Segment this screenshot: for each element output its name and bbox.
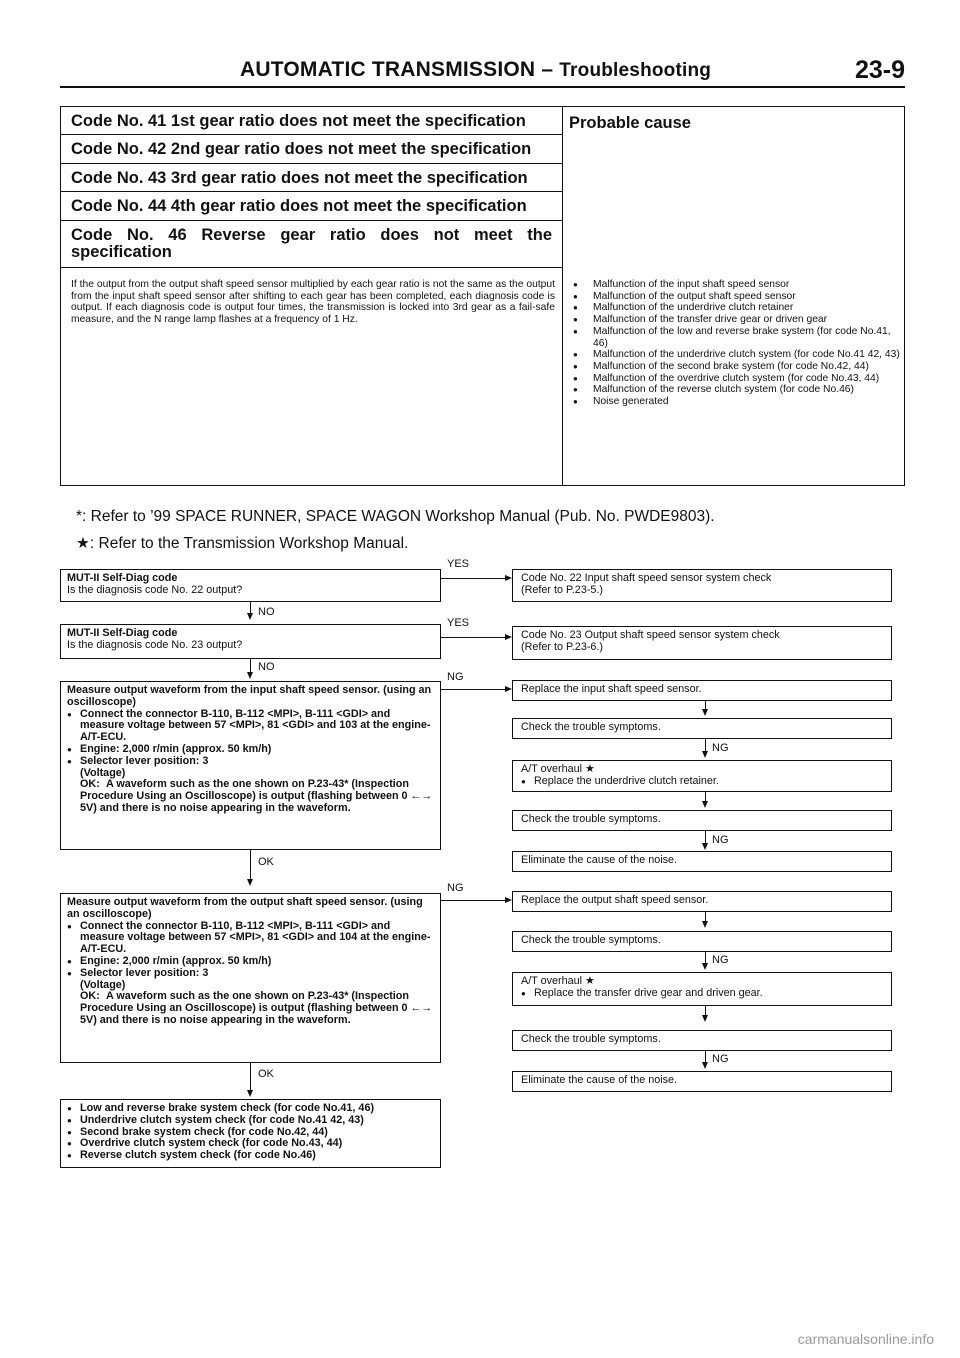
list-item: ● Reverse clutch system check (for code No.46): [67, 1150, 436, 1162]
yes-connector: [441, 637, 505, 638]
probable-cause-list: [571, 279, 901, 408]
step4-title: Measure output waveform from the output shaft speed sensor. (using an oscilloscope): [67, 896, 423, 920]
page-number: 23-9: [854, 56, 905, 84]
arrow-right-icon: [505, 634, 512, 640]
step2-box: [60, 624, 441, 659]
step3-bullets: [67, 709, 436, 768]
list-item: ● Second brake system check (for code No.42, 44): [67, 1127, 436, 1139]
list-item: ● Replace the transfer drive gear and driven gear.: [521, 988, 887, 1000]
arrow-right-icon: [505, 686, 512, 692]
list-item: ● Malfunction of the input shaft speed sensor: [571, 279, 901, 291]
ok-connector: [250, 1063, 251, 1091]
step1-box: [60, 569, 441, 602]
list-item: ● Connect the connector B-110, B-112 <MPI>, B-111 <GDI> and measure voltage between 57 <MPI>, 81 <GDI> and 103 at the engine-A/T-ECU.: [67, 709, 436, 744]
arrow-down-icon: [702, 1015, 708, 1022]
check-symptoms-box: Check the trouble symptoms.: [512, 718, 892, 739]
ok-label: OK: [258, 856, 274, 868]
final-check-box: [60, 1099, 441, 1168]
arrow-down-icon: [247, 1090, 253, 1097]
arrow-down-icon: [702, 709, 708, 716]
ok-label: OK: [258, 1068, 274, 1080]
list-item: ● Malfunction of the overdrive clutch system (for code No.43, 44): [571, 373, 901, 385]
step2-yes-line1: Code No. 23 Output shaft speed sensor system check: [521, 629, 780, 641]
step1-question: Is the diagnosis code No. 22 output?: [67, 583, 243, 596]
ng-label: NG: [447, 671, 464, 683]
list-item: ● Malfunction of the underdrive clutch system (for code No.41 42, 43): [571, 349, 901, 361]
list-item: ● Malfunction of the second brake system (for code No.42, 44): [571, 361, 901, 373]
list-item: ● Selector lever position: 3: [67, 968, 436, 980]
step4-box: [60, 893, 441, 1063]
arrow-down-icon: [247, 879, 253, 886]
list-item: ● Replace the underdrive clutch retainer.: [521, 776, 887, 788]
subsection-name: Troubleshooting: [559, 60, 712, 81]
no-label: NO: [258, 606, 275, 618]
yes-label: YES: [447, 617, 470, 629]
ng-connector: [441, 900, 505, 901]
list-item: ● Engine: 2,000 r/min (approx. 50 km/h): [67, 744, 436, 756]
watermark: carmanualsonline.info: [797, 1331, 934, 1347]
arrow-down-icon: [702, 1062, 708, 1069]
ng-label: NG: [712, 742, 729, 754]
list-item: ● Selector lever position: 3: [67, 756, 436, 768]
step4-bullets: [67, 921, 436, 980]
list-item: ● Malfunction of the output shaft speed sensor: [571, 291, 901, 303]
condition-description: If the output from the output shaft speed sensor multiplied by each gear ratio is not the same as the output from the input shaft speed sensor after shifting to each gear has been completed, each diagnosis code is output. If each diagnosis code is output four times, the transmission is locked into 3rd gear as a fail-safe measure, and the N range lamp flashes at a frequency of 1 Hz.: [71, 279, 555, 326]
replace-input-sensor-box: Replace the input shaft speed sensor.: [512, 680, 892, 701]
eliminate-noise-box: Eliminate the cause of the noise.: [512, 1071, 892, 1092]
arrow-right-icon: [505, 575, 512, 581]
step1-title: MUT-II Self-Diag code: [67, 572, 178, 584]
list-item: ● Overdrive clutch system check (for code No.43, 44): [67, 1138, 436, 1150]
code-42-row: Code No. 42 2nd gear ratio does not meet the specification: [61, 135, 562, 164]
overhaul-title: A/T overhaul ★: [521, 763, 595, 775]
yes-connector: [441, 578, 505, 579]
overhaul-list: [521, 988, 887, 1000]
diagnosis-code-table: [60, 106, 905, 486]
ok-connector: [250, 850, 251, 880]
check-symptoms-box: Check the trouble symptoms.: [512, 1030, 892, 1051]
list-item: ● Malfunction of the transfer drive gear or driven gear: [571, 314, 901, 326]
step1-yes-box: [512, 569, 892, 602]
probable-cause-title: Probable cause: [569, 114, 691, 132]
step3-ok-text: A waveform such as the one shown on P.23-43* (Inspection Procedure Using an Oscilloscope) is output (flashing between 0 ←→ 5V) and there is no noise appearing in the waveform.: [80, 778, 433, 814]
at-overhaul-box: [512, 972, 892, 1006]
page-header: [60, 58, 905, 88]
step3-voltage-label: (Voltage): [80, 766, 126, 779]
step3-ok-spec: [67, 779, 436, 814]
list-item: ● Underdrive clutch system check (for code No.41 42, 43): [67, 1115, 436, 1127]
list-item: ● Malfunction of the reverse clutch system (for code No.46): [571, 384, 901, 396]
table-divider: [562, 107, 563, 485]
check-symptoms-box: Check the trouble symptoms.: [512, 810, 892, 831]
no-label: NO: [258, 661, 275, 673]
overhaul-list: [521, 776, 887, 788]
section-title: [240, 58, 711, 82]
ng-label: NG: [712, 1053, 729, 1065]
list-item: ● Engine: 2,000 r/min (approx. 50 km/h): [67, 956, 436, 968]
step2-yes-line2: (Refer to P.23-6.): [521, 640, 604, 653]
ng-label: NG: [712, 834, 729, 846]
no-connector: [250, 659, 251, 673]
code-43-row: Code No. 43 3rd gear ratio does not meet the specification: [61, 164, 562, 192]
yes-label: YES: [447, 558, 470, 570]
final-check-list: [67, 1103, 436, 1162]
ng-connector: [441, 689, 505, 690]
list-item: ● Noise generated: [571, 396, 901, 408]
footnote-asterisk: *: Refer to ’99 SPACE RUNNER, SPACE WAGON Workshop Manual (Pub. No. PWDE9803).: [76, 508, 715, 525]
step3-title: Measure output waveform from the input shaft speed sensor. (using an oscilloscope): [67, 684, 432, 708]
step3-box: [60, 681, 441, 850]
step4-ok-text: A waveform such as the one shown on P.23-43* (Inspection Procedure Using an Oscilloscope) is output (flashing between 0 ←→ 5V) and there is no noise appearing in the waveform.: [80, 990, 433, 1026]
overhaul-title: A/T overhaul ★: [521, 975, 595, 987]
at-overhaul-box: [512, 760, 892, 792]
arrow-down-icon: [702, 843, 708, 850]
list-item: ● Malfunction of the low and reverse brake system (for code No.41, 46): [571, 326, 901, 349]
step4-ok-spec: [67, 991, 436, 1026]
arrow-down-icon: [702, 963, 708, 970]
code-44-row: Code No. 44 4th gear ratio does not meet the specification: [61, 192, 562, 221]
step4-voltage-label: (Voltage): [80, 978, 126, 991]
arrow-down-icon: [702, 801, 708, 808]
list-item: ● Connect the connector B-110, B-112 <MPI>, B-111 <GDI> and measure voltage between 57 <MPI>, 81 <GDI> and 104 at the engine-A/T-ECU.: [67, 921, 436, 956]
ng-label: NG: [712, 954, 729, 966]
section-name: AUTOMATIC TRANSMISSION: [240, 58, 536, 81]
step2-title: MUT-II Self-Diag code: [67, 627, 178, 639]
step2-yes-box: [512, 626, 892, 660]
code-46-row: Code No. 46 Reverse gear ratio does not meet the specification: [61, 221, 562, 268]
title-dash: –: [541, 58, 554, 81]
step2-question: Is the diagnosis code No. 23 output?: [67, 638, 243, 651]
footnote-star: ★: Refer to the Transmission Workshop Manual.: [76, 535, 409, 552]
arrow-down-icon: [702, 921, 708, 928]
arrow-down-icon: [247, 613, 253, 620]
arrow-down-icon: [247, 672, 253, 679]
arrow-right-icon: [505, 897, 512, 903]
list-item: ● Low and reverse brake system check (for code No.41, 46): [67, 1103, 436, 1115]
ng-label: NG: [447, 882, 464, 894]
arrow-down-icon: [702, 751, 708, 758]
ok-spec-label: OK:: [80, 990, 100, 1003]
ok-spec-label: OK:: [80, 778, 100, 791]
list-item: ● Malfunction of the underdrive clutch retainer: [571, 302, 901, 314]
check-symptoms-box: Check the trouble symptoms.: [512, 931, 892, 952]
eliminate-noise-box: Eliminate the cause of the noise.: [512, 851, 892, 872]
step1-yes-line2: (Refer to P.23-5.): [521, 583, 604, 596]
replace-output-sensor-box: Replace the output shaft speed sensor.: [512, 891, 892, 912]
step1-yes-line1: Code No. 22 Input shaft speed sensor system check: [521, 572, 772, 584]
code-41-row: Code No. 41 1st gear ratio does not meet the specification: [61, 107, 562, 135]
